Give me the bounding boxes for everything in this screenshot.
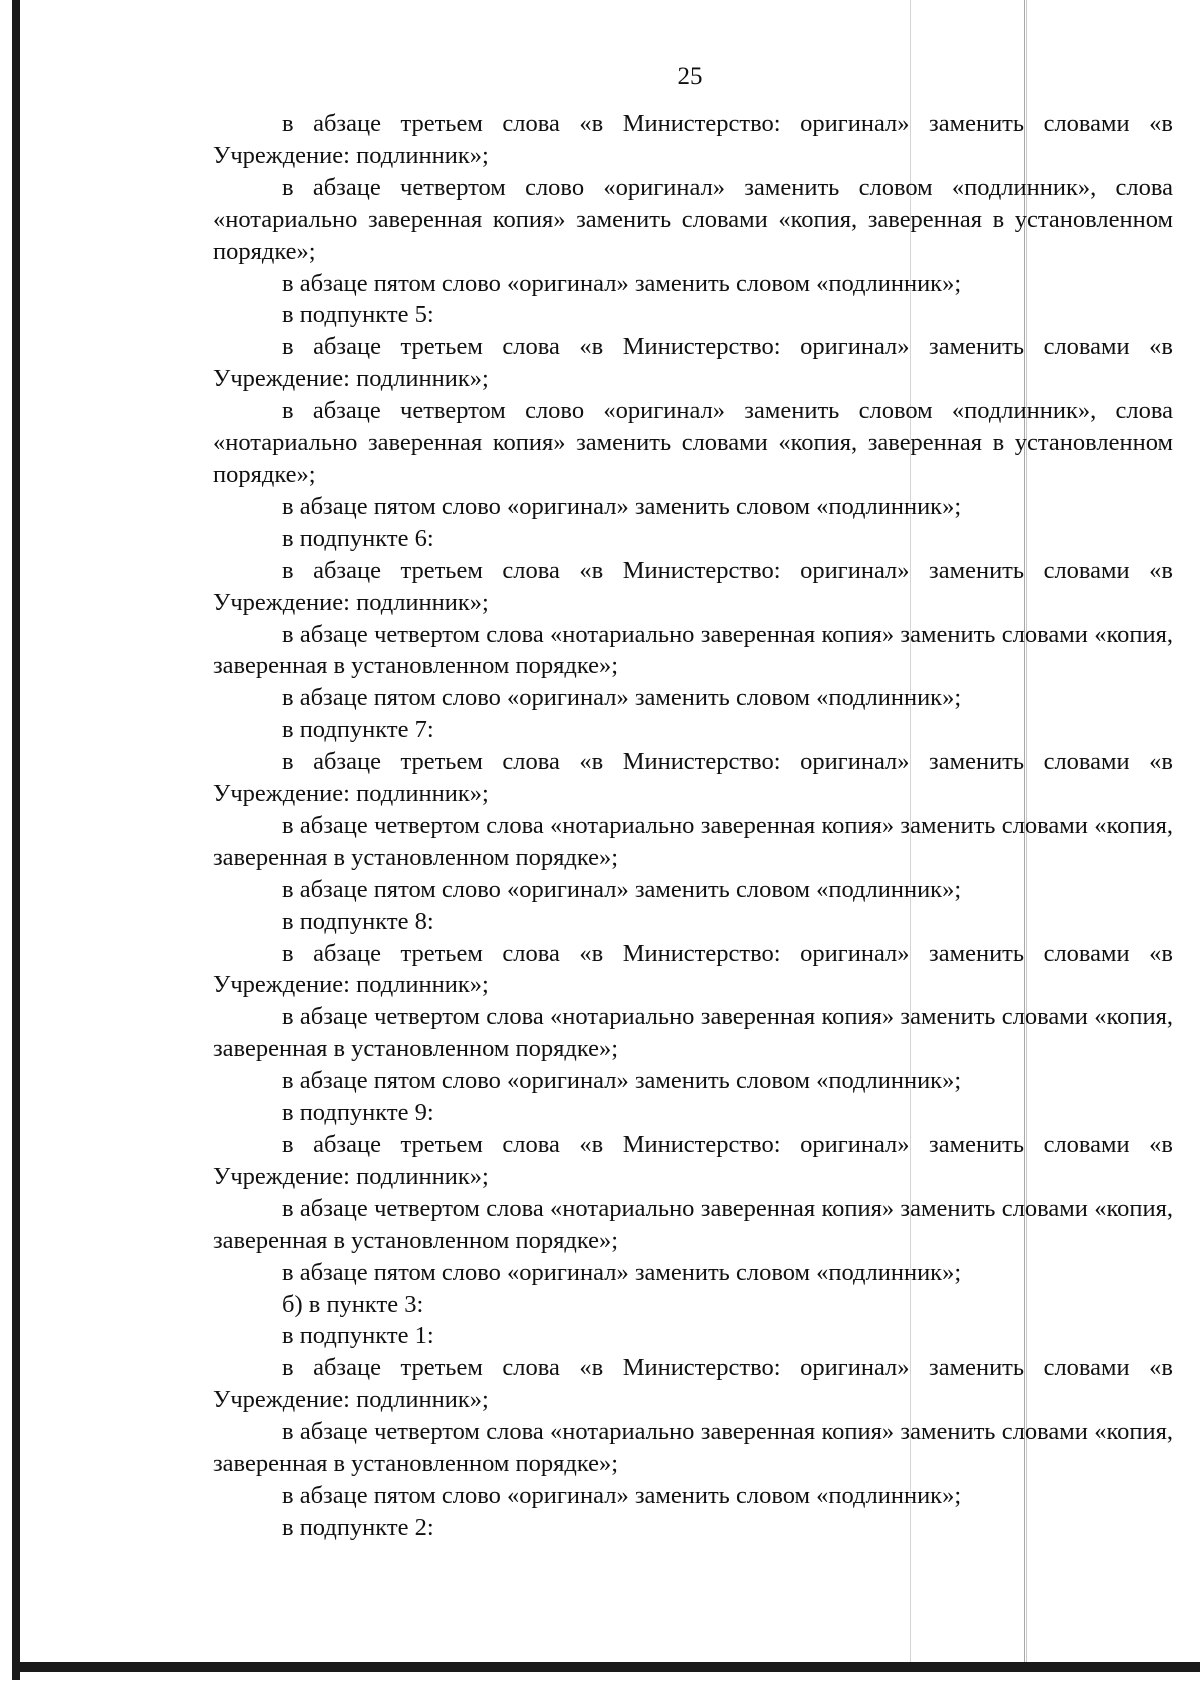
page-number: 25 (677, 63, 703, 90)
paragraph: в подпункте 9: (282, 1099, 434, 1127)
scan-border-bottom (12, 1662, 1200, 1672)
paragraph: в абзаце пятом слово «оригинал» заменить словом «подлинник»; (282, 492, 962, 520)
paragraph: в абзаце пятом слово «оригинал» заменить словом «подлинник»; (282, 684, 962, 712)
paragraph: в абзаце третьем слова «в Министерство: оригинал» заменить словами «в Учреждение: подлинник»; (213, 1131, 1173, 1190)
paragraph: в абзаце четвертом слова «нотариально заверенная копия» заменить словами «копия, заверенная в установленном порядке»; (213, 620, 1173, 680)
paragraph: в абзаце четвертом слово «оригинал» заменить словом «подлинник», слова «нотариально заверенная копия» заменить словами «копия, заверенная в установленном порядке»; (213, 397, 1173, 488)
paragraph: в абзаце четвертом слова «нотариально заверенная копия» заменить словами «копия, заверенная в установленном порядке»; (213, 811, 1173, 871)
paragraph: в абзаце пятом слово «оригинал» заменить словом «подлинник»; (282, 875, 962, 903)
paragraph: в подпункте 6: (282, 524, 434, 552)
paragraph: в подпункте 7: (282, 716, 434, 744)
paragraph: в подпункте 1: (282, 1322, 434, 1350)
paragraph: в подпункте 8: (282, 907, 434, 935)
paragraph: б) в пункте 3: (282, 1290, 424, 1318)
paragraph: в абзаце пятом слово «оригинал» заменить словом «подлинник»; (282, 269, 962, 297)
paragraph: в подпункте 2: (282, 1513, 434, 1541)
paragraph: в абзаце пятом слово «оригинал» заменить словом «подлинник»; (282, 1481, 962, 1509)
paragraph: в абзаце четвертом слова «нотариально заверенная копия» заменить словами «копия, заверенная в установленном порядке»; (213, 1194, 1173, 1254)
paragraph: в подпункте 5: (282, 301, 434, 329)
paragraph: в абзаце третьем слова «в Министерство: оригинал» заменить словами «в Учреждение: подлинник»; (213, 110, 1173, 169)
paragraph: в абзаце третьем слова «в Министерство: оригинал» заменить словами «в Учреждение: подлинник»; (213, 556, 1173, 616)
paragraph: в абзаце третьем слова «в Министерство: оригинал» заменить словами «в Учреждение: подлинник»; (213, 1354, 1173, 1414)
paragraph: в абзаце пятом слово «оригинал» заменить словом «подлинник»; (282, 1258, 962, 1286)
scan-border-left (12, 0, 20, 1680)
paragraph: в абзаце четвертом слово «оригинал» заменить словом «подлинник», слова «нотариально заверенная копия» заменить словами «копия, заверенная в установленном порядке»; (213, 173, 1173, 265)
paragraph: в абзаце пятом слово «оригинал» заменить словом «подлинник»; (282, 1067, 962, 1095)
document-body (213, 108, 1173, 1544)
paragraph: в абзаце третьем слова «в Министерство: оригинал» заменить словами «в Учреждение: подлинник»; (213, 748, 1173, 808)
paragraph: в абзаце четвертом слова «нотариально заверенная копия» заменить словами «копия, заверенная в установленном порядке»; (213, 1418, 1173, 1478)
paragraph: в абзаце третьем слова «в Министерство: оригинал» заменить словами «в Учреждение: подлинник»; (213, 939, 1173, 999)
paragraph: в абзаце четвертом слова «нотариально заверенная копия» заменить словами «копия, заверенная в установленном порядке»; (213, 1003, 1173, 1063)
paragraph: в абзаце третьем слова «в Министерство: оригинал» заменить словами «в Учреждение: подлинник»; (213, 333, 1173, 393)
